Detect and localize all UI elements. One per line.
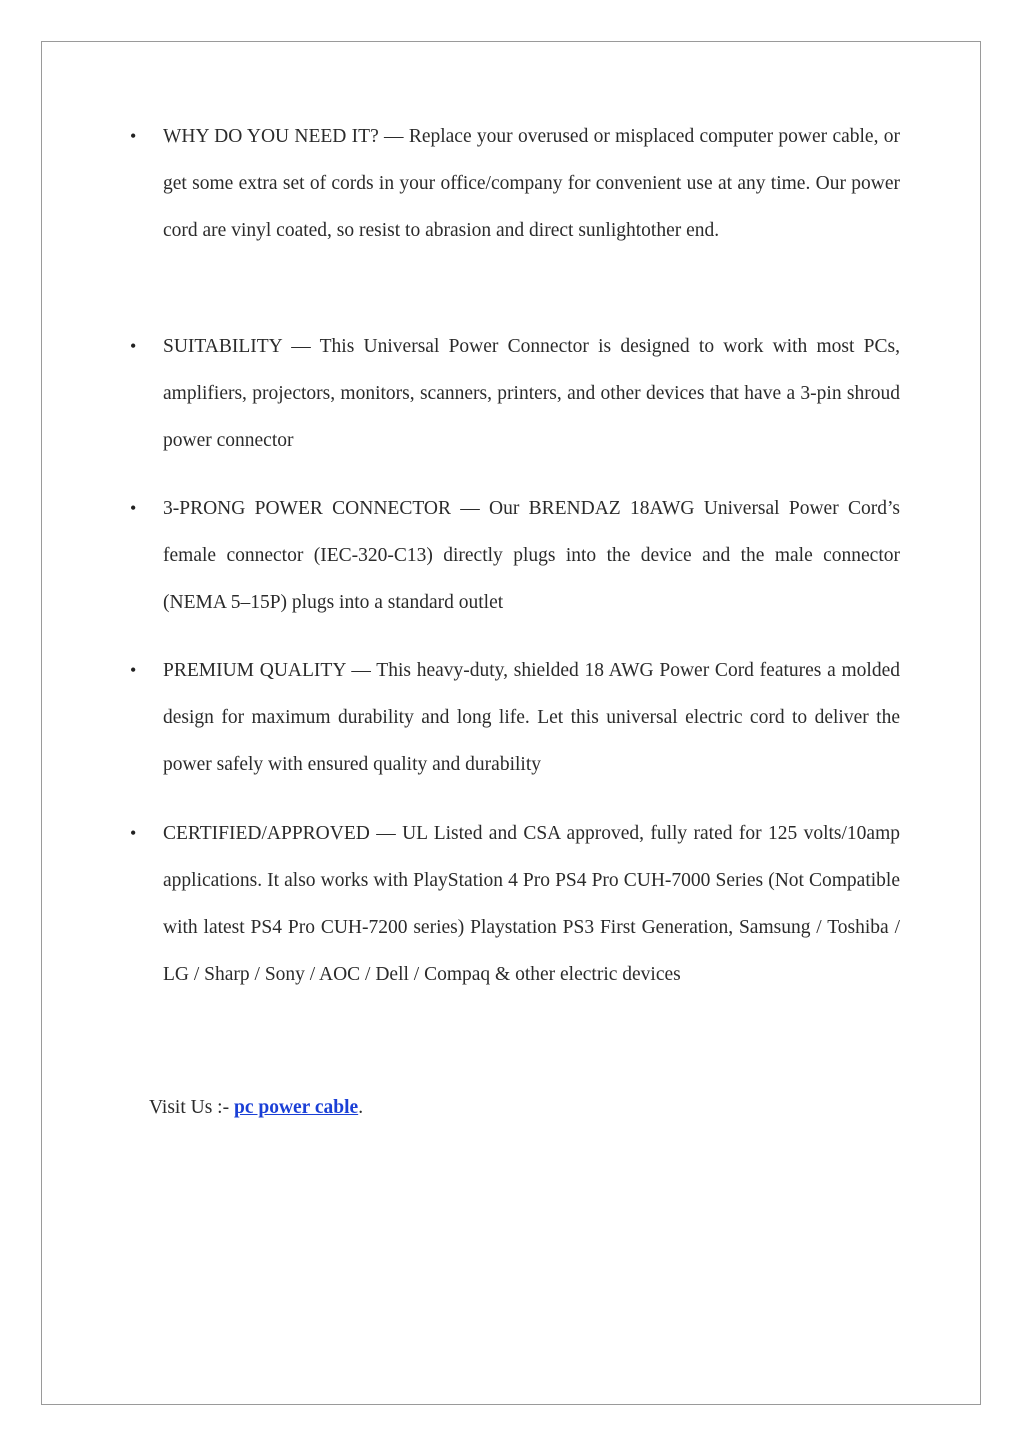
list-item-text: 3-PRONG POWER CONNECTOR — Our BRENDAZ 18AWG Universal Power Cord’s female connector (IEC-320-C13) directly plugs into the device and the male connector (NEMA 5–15P) plugs into a standard outlet [163, 498, 900, 613]
bullet-icon: • [130, 823, 137, 843]
list-item-text: CERTIFIED/APPROVED — UL Listed and CSA approved, fully rated for 125 volts/10amp applications. It also works with PlayStation 4 Pro PS4 Pro CUH-7000 Series (Not Compatible with latest PS4 Pro CUH-7200 series) Playstation PS3 First Generation, Samsung / Toshiba / LG / Sharp / Sony / AOC / Dell / Compaq & other electric devices [163, 823, 900, 985]
list-item-text: WHY DO YOU NEED IT? — Replace your overused or misplaced computer power cable, or get some extra set of cords in your office/company for convenient use at any time. Our power cord are vinyl coated, so resist to abrasion and direct sunlightother end. [163, 126, 900, 241]
bullet-icon: • [130, 660, 137, 680]
list-item-text: PREMIUM QUALITY — This heavy-duty, shielded 18 AWG Power Cord features a molded design for maximum durability and long life. Let this universal electric cord to deliver the power safely with ensured quality and durability [163, 660, 900, 775]
visit-us-suffix: . [358, 1097, 364, 1118]
bullet-icon: • [130, 126, 137, 146]
visit-us-line [149, 1090, 363, 1126]
pc-power-cable-link[interactable]: pc power cable [233, 1097, 359, 1118]
list-item-text: SUITABILITY — This Universal Power Connector is designed to work with most PCs, amplifiers, projectors, monitors, scanners, printers, and other devices that have a 3-pin shroud power connector [163, 336, 900, 451]
document-page [41, 41, 981, 1405]
bullet-icon: • [130, 336, 137, 356]
visit-us-label: Visit Us :- [149, 1097, 234, 1118]
bullet-icon: • [130, 498, 137, 518]
